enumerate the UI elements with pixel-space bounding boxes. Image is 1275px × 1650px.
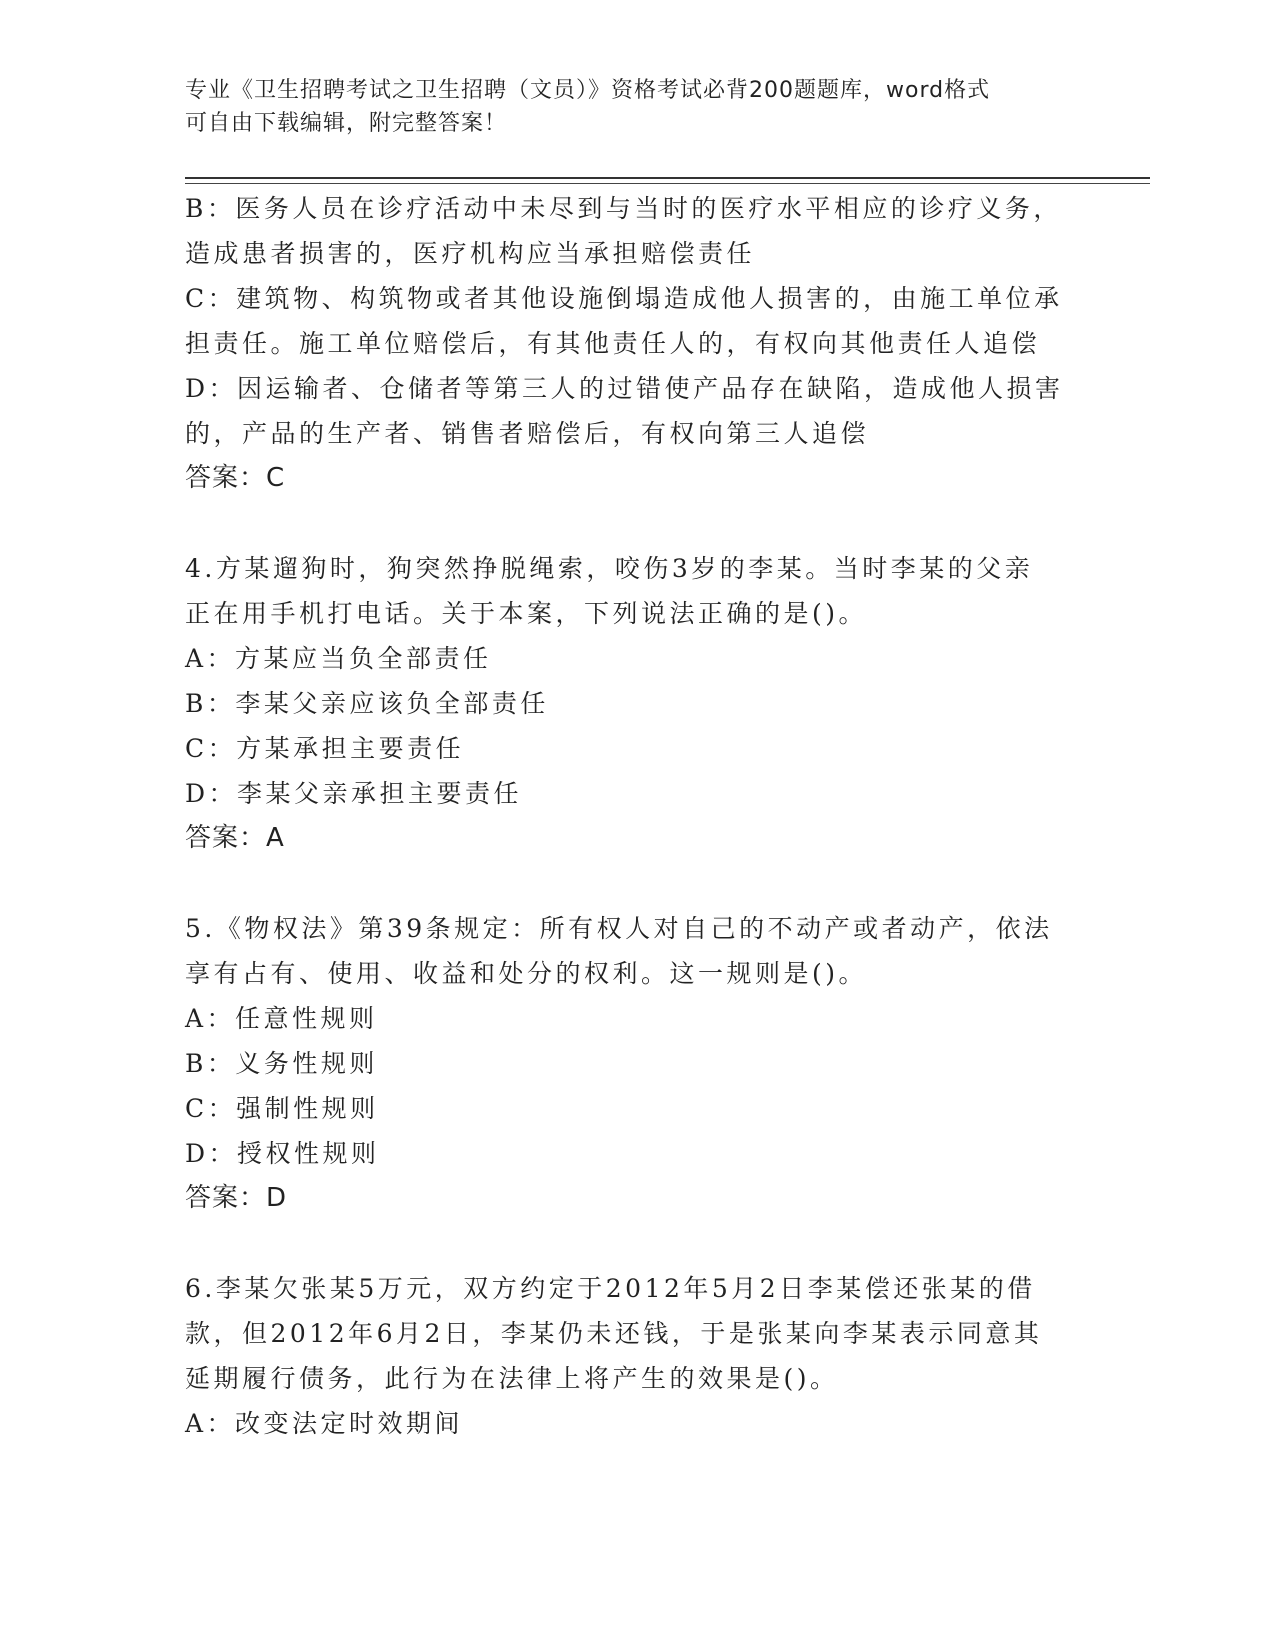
answer-label: 答案：A: [185, 823, 285, 853]
page-header: [185, 74, 1065, 140]
question-6: [185, 1266, 1065, 1446]
header-divider-thick: [185, 177, 1150, 179]
question-3-continued: [185, 186, 1065, 501]
option-a: A：任意性规则: [185, 1004, 378, 1033]
option-b: B：义务性规则: [185, 1049, 378, 1078]
option-c: C：强制性规则: [185, 1094, 379, 1123]
option-d: D：授权性规则: [185, 1139, 380, 1168]
question-stem-line-1: 5.《物权法》第39条规定：所有权人对自己的不动产或者动产，依法: [185, 914, 1053, 943]
question-stem-line-1: 4.方某遛狗时，狗突然挣脱绳索，咬伤3岁的李某。当时李某的父亲: [185, 554, 1034, 583]
option-c: C：方某承担主要责任: [185, 734, 465, 763]
option-d: D：李某父亲承担主要责任: [185, 779, 523, 808]
question-stem-line-2: 享有占有、使用、收益和处分的权利。这一规则是()。: [185, 959, 868, 988]
question-spacer: [185, 1221, 1065, 1266]
option-a: A：改变法定时效期间: [185, 1409, 464, 1438]
header-divider-thin: [185, 183, 1150, 184]
option-d-line-1: D：因运输者、仓储者等第三人的过错使产品存在缺陷，造成他人损害: [185, 374, 1064, 403]
option-a: A：方某应当负全部责任: [185, 644, 492, 673]
question-stem-line-2: 正在用手机打电话。关于本案，下列说法正确的是()。: [185, 599, 868, 628]
question-spacer: [185, 501, 1065, 546]
option-d-line-2: 的，产品的生产者、销售者赔偿后，有权向第三人追偿: [185, 419, 870, 448]
question-stem-line-1: 6.李某欠张某5万元，双方约定于2012年5月2日李某偿还张某的借: [185, 1274, 1036, 1303]
header-title-line-2: 可自由下载编辑，附完整答案！: [185, 111, 508, 136]
question-stem-line-2: 款，但2012年6月2日，李某仍未还钱，于是张某向李某表示同意其: [185, 1319, 1043, 1348]
answer-label: 答案：D: [185, 1183, 288, 1213]
question-stem-line-3: 延期履行债务，此行为在法律上将产生的效果是()。: [185, 1364, 839, 1393]
option-b: B：李某父亲应该负全部责任: [185, 689, 549, 718]
option-b-line-2: 造成患者损害的，医疗机构应当承担赔偿责任: [185, 239, 756, 268]
question-5: [185, 906, 1065, 1221]
question-content: [185, 186, 1065, 1446]
question-spacer: [185, 861, 1065, 906]
header-title-line-1: 专业《卫生招聘考试之卫生招聘（文员）》资格考试必背200题题库，word格式: [185, 78, 991, 103]
question-4: [185, 546, 1065, 861]
option-b-line-1: B：医务人员在诊疗活动中未尽到与当时的医疗水平相应的诊疗义务，: [185, 194, 1062, 223]
option-c-line-2: 担责任。施工单位赔偿后，有其他责任人的，有权向其他责任人追偿: [185, 329, 1041, 358]
option-c-line-1: C：建筑物、构筑物或者其他设施倒塌造成他人损害的，由施工单位承: [185, 284, 1063, 313]
answer-label: 答案：C: [185, 463, 286, 493]
